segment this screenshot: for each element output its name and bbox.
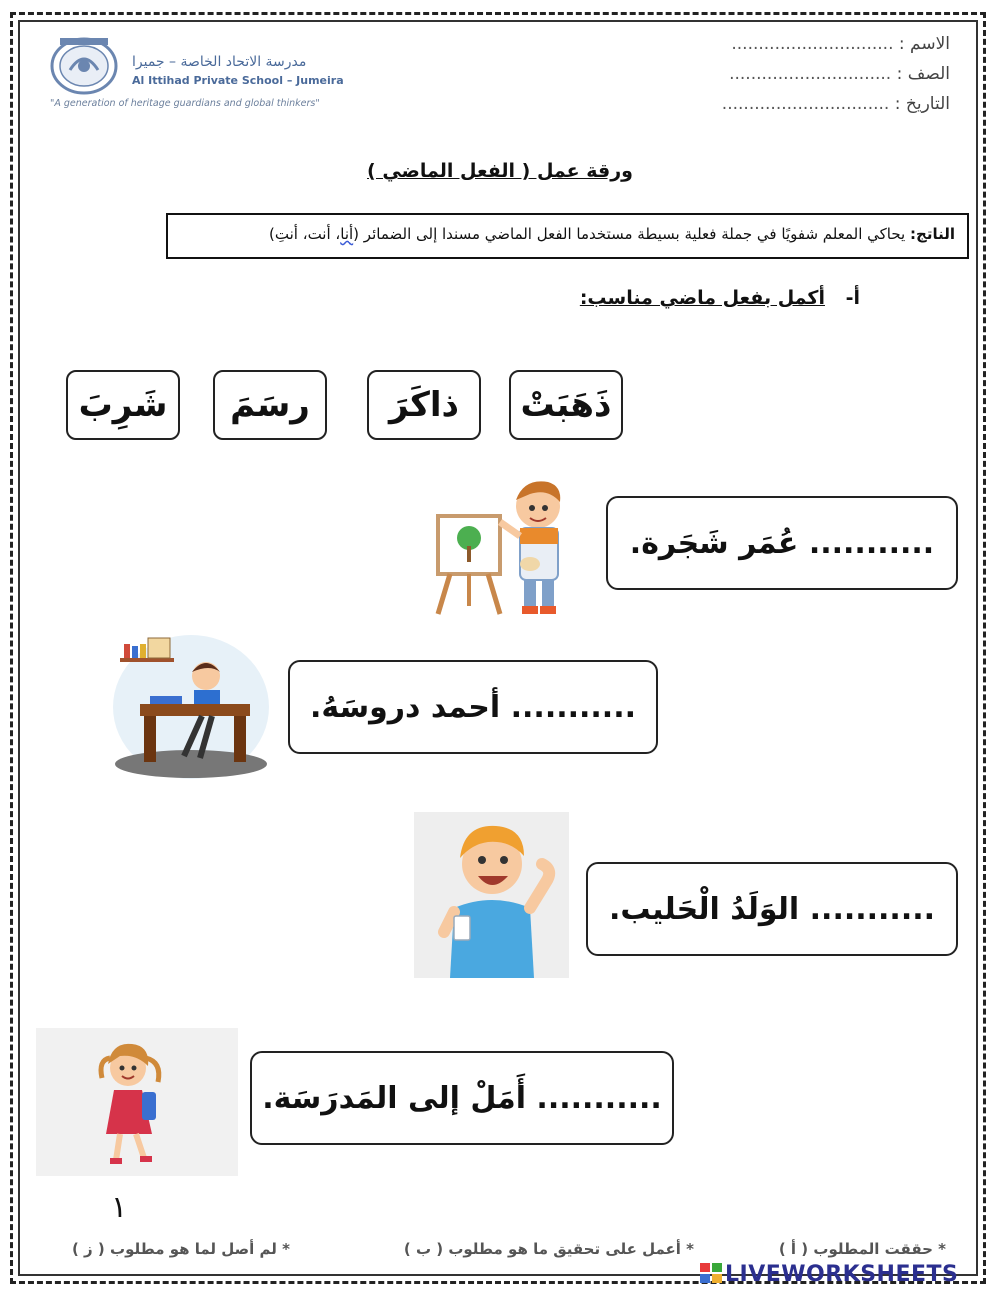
task-instruction: [580, 287, 860, 309]
student-info-fields: [650, 34, 950, 124]
outcome-text: يحاكي المعلم شفويًا في جملة فعلية بسيطة مستخدما الفعل الماضي مسندا إلى الضمائر (: [353, 225, 906, 243]
liveworksheets-watermark: [700, 1262, 958, 1287]
page-number: ١: [111, 1190, 128, 1225]
sentence-text: ........... عُمَر شَجَرة.: [629, 525, 935, 561]
school-tagline: "A generation of heritage guardians and global thinkers": [50, 98, 320, 109]
girl-walking-illustration: [36, 1028, 238, 1176]
rubric-working: * أعمل على تحقيق ما هو مطلوب ( ب ): [403, 1240, 694, 1258]
rubric-achieved: * حققت المطلوب ( أ ): [778, 1240, 946, 1258]
sentence-box[interactable]: [288, 660, 658, 754]
name-field[interactable]: [650, 34, 950, 64]
watermark-text: LIVEWORKSHEETS: [725, 1262, 959, 1287]
boy-studying-illustration: [110, 632, 272, 780]
school-logo: [48, 36, 348, 116]
outcome-text-end: ، أنت، أنتِ): [269, 225, 341, 243]
school-name-arabic: مدرسة الاتحاد الخاصة – جميرا: [132, 54, 307, 70]
word-bank-item[interactable]: شَرِبَ: [66, 370, 180, 440]
task-letter: أ-: [845, 287, 860, 309]
class-blank[interactable]: ..............................: [729, 64, 892, 84]
worksheet-title-text: ورقة عمل ( الفعل الماضي ): [367, 160, 633, 182]
sentence-text: ........... أحمد دروسَهُ.: [310, 689, 637, 725]
name-label: الاسم :: [898, 34, 950, 54]
class-label: الصف :: [896, 64, 950, 84]
boy-painting-illustration: [420, 476, 580, 621]
sentence-text: ........... الوَلَدُ الْحَليب.: [609, 891, 936, 927]
rubric-not-yet: * لم أصل لما هو مطلوب ( ز ): [71, 1240, 290, 1258]
name-blank[interactable]: ..............................: [731, 34, 894, 54]
sentence-box[interactable]: [250, 1051, 674, 1145]
school-name-english: Al Ittihad Private School – Jumeira: [132, 74, 344, 87]
date-label: التاريخ :: [894, 94, 950, 114]
word-bank-item[interactable]: ذَهَبَتْ: [509, 370, 623, 440]
word-bank-item[interactable]: رسَمَ: [213, 370, 327, 440]
worksheet-title: [0, 160, 1000, 182]
task-text: أكمل بفعل ماضي مناسب:: [579, 287, 825, 309]
word-bank-item[interactable]: ذاكَرَ: [367, 370, 481, 440]
learning-outcome-box: [166, 213, 969, 259]
boy-milk-illustration: [414, 812, 569, 978]
school-emblem-icon: [48, 36, 128, 98]
outcome-label: الناتج:: [910, 225, 955, 243]
date-field[interactable]: [650, 94, 950, 124]
sentence-text: ........... أَمَلْ إلى المَدرَسَة.: [262, 1080, 662, 1116]
date-blank[interactable]: ...............................: [721, 94, 890, 114]
outcome-pronoun: أنا: [340, 225, 354, 243]
liveworksheets-logo-icon: [700, 1263, 722, 1283]
sentence-box[interactable]: [606, 496, 958, 590]
sentence-box[interactable]: [586, 862, 958, 956]
class-field[interactable]: [650, 64, 950, 94]
